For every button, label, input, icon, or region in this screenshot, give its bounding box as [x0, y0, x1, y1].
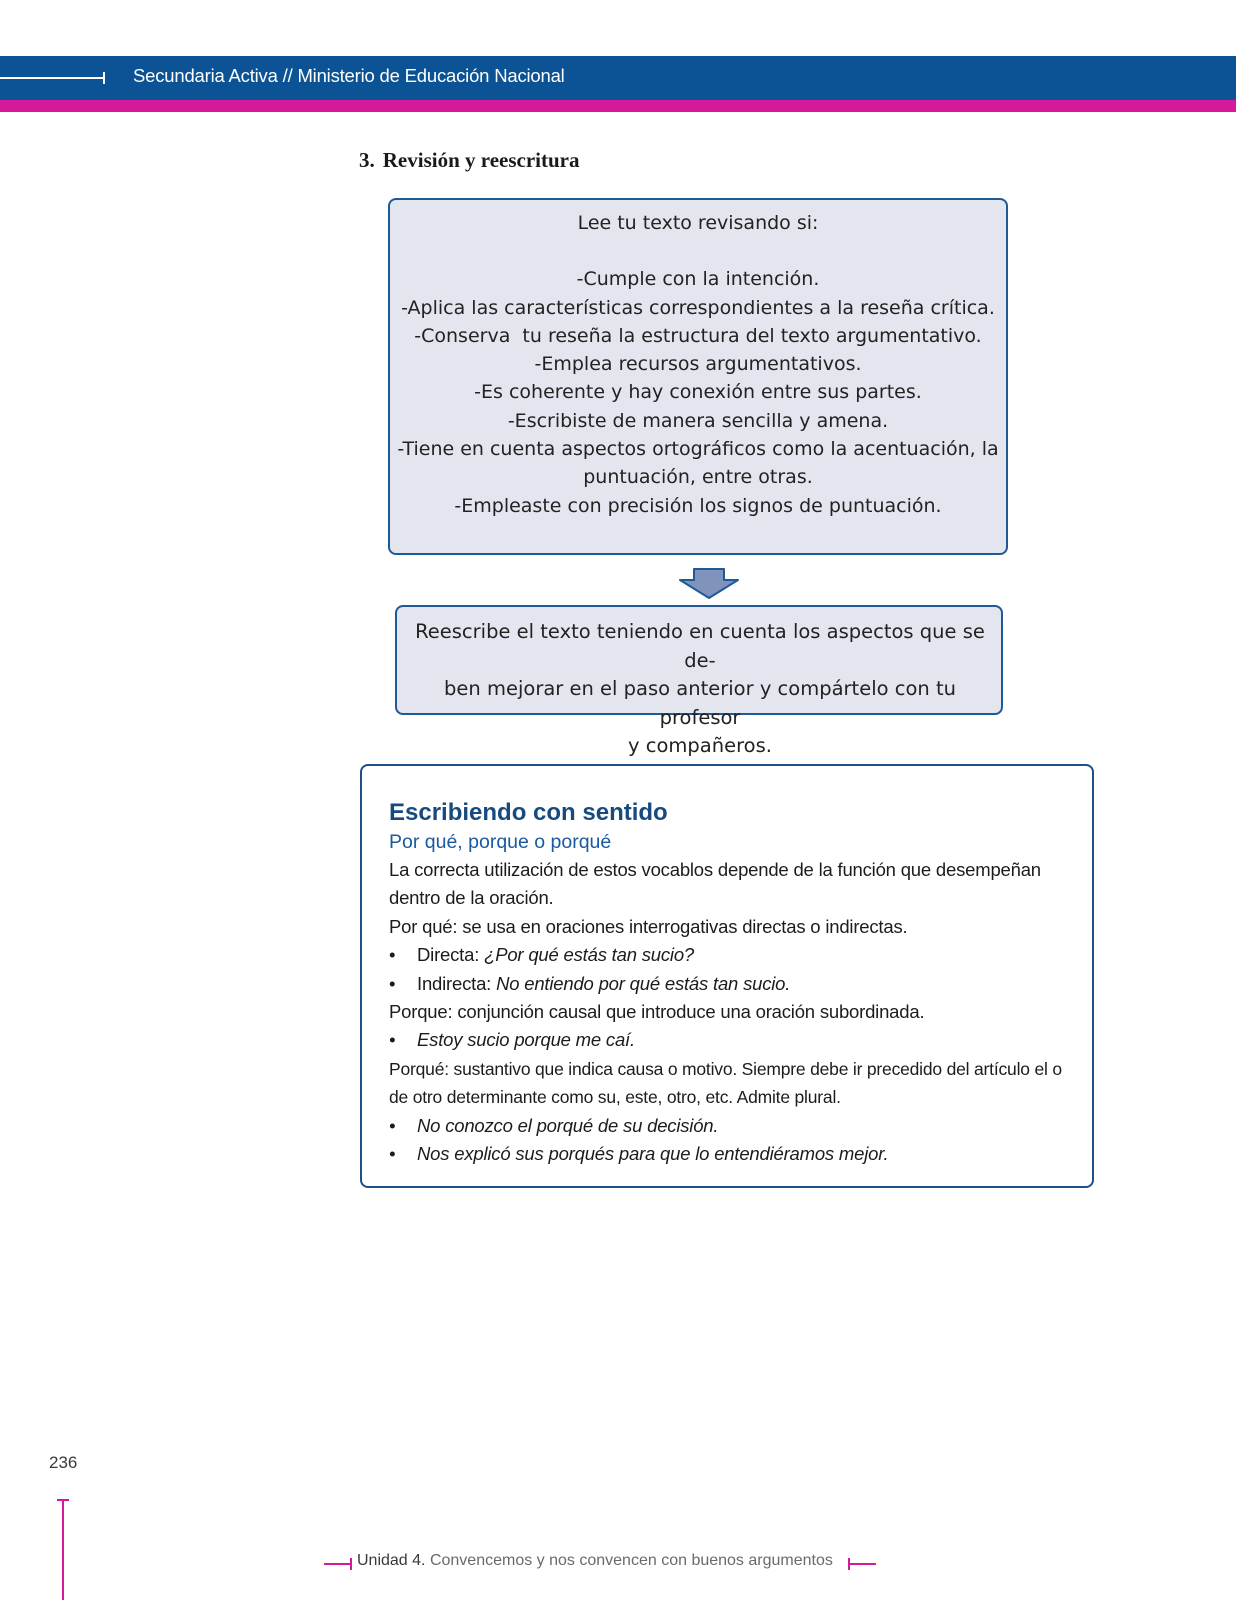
porque-noun-example: Nos explicó sus porqués para que lo entendiéramos mejor.: [417, 1143, 889, 1165]
review-item: -Cumple con la intención.: [576, 268, 820, 291]
directa-label: Directa:: [417, 944, 480, 966]
bullet: •: [389, 1029, 396, 1051]
review-item: -Tiene en cuenta aspectos ortográficos como la acentuación, la: [397, 438, 999, 461]
review-item: -Es coherente y hay conexión entre sus partes.: [474, 381, 922, 404]
porque-noun-example: No conozco el porqué de su decisión.: [417, 1114, 719, 1136]
footer-rule-right: [848, 1563, 876, 1565]
porque-noun-definition: de otro determinante como su, este, otro, etc. Admite plural.: [389, 1087, 841, 1108]
directa-example: ¿Por qué estás tan sucio?: [484, 944, 695, 966]
review-item: -Escribiste de manera sencilla y amena.: [507, 409, 889, 432]
section-number: 3.: [359, 148, 375, 172]
list-item: [389, 1112, 1072, 1140]
rewrite-line: Reescribe el texto teniendo en cuenta los aspectos que se de-: [415, 620, 985, 672]
list-item: [389, 1026, 1072, 1054]
review-item: -Conserva tu reseña la estructura del texto argumentativo.: [414, 324, 982, 347]
rewrite-line: y compañeros.: [628, 734, 772, 757]
bullet: •: [389, 1114, 396, 1136]
section-title: Revisión y reescritura: [382, 148, 580, 172]
tip-intro-line: dentro de la oración.: [389, 887, 554, 909]
review-item: -Aplica las características correspondientes a la reseña crítica.: [401, 296, 995, 319]
tip-title: Escribiendo con sentido: [389, 799, 668, 826]
list-item: [389, 970, 1072, 998]
footer-rule-left: [324, 1563, 351, 1565]
tip-subtitle: Por qué, porque o porqué: [389, 831, 612, 853]
writing-tip-box: [360, 764, 1094, 1188]
review-item: -Emplea recursos argumentativos.: [534, 353, 862, 376]
porque-definition: Porque: conjunción causal que introduce una oración subordinada.: [389, 1001, 925, 1023]
list-item: [389, 1140, 1072, 1168]
header-title: Secundaria Activa // Ministerio de Educación Nacional: [133, 65, 565, 86]
porque-noun-definition: Porqué: sustantivo que indica causa o motivo. Siempre debe ir precedido del artículo el o: [389, 1058, 1062, 1079]
page-number: 236: [49, 1453, 78, 1472]
footer-unit-title: [357, 1552, 833, 1570]
review-item: -Empleaste con precisión los signos de puntuación.: [454, 494, 942, 517]
bullet: •: [389, 1143, 396, 1165]
header-rule: [0, 77, 104, 79]
review-checklist-box: [388, 198, 1008, 555]
margin-rule: [62, 1500, 64, 1600]
review-item: puntuación, entre otras.: [583, 466, 813, 489]
footer-rule-cap-left: [350, 1558, 352, 1570]
bullet: •: [389, 944, 396, 966]
indirecta-example: No entiendo por qué estás tan sucio.: [496, 972, 791, 994]
porque-example: Estoy sucio porque me caí.: [417, 1029, 635, 1051]
footer-title: Convencemos y nos convencen con buenos argumentos: [429, 1552, 833, 1569]
review-intro: Lee tu texto revisando si:: [577, 212, 819, 234]
indirecta-label: Indirecta:: [417, 972, 492, 994]
tip-intro-line: La correcta utilización de estos vocablos depende de la función que desempeñan: [389, 859, 1041, 880]
header-accent-stripe: [0, 100, 1236, 112]
down-arrow-icon: [678, 568, 740, 600]
rewrite-line: ben mejorar en el paso anterior y compártelo con tu profesor: [444, 677, 956, 729]
bullet: •: [389, 972, 396, 994]
rewrite-instruction-box: [395, 605, 1003, 757]
footer-unit: Unidad 4.: [357, 1552, 426, 1569]
list-item: [389, 941, 1072, 969]
section-heading: [359, 148, 579, 173]
header-rule-cap: [103, 72, 105, 84]
por-que-definition: Por qué: se usa en oraciones interrogativas directas o indirectas.: [389, 915, 908, 937]
